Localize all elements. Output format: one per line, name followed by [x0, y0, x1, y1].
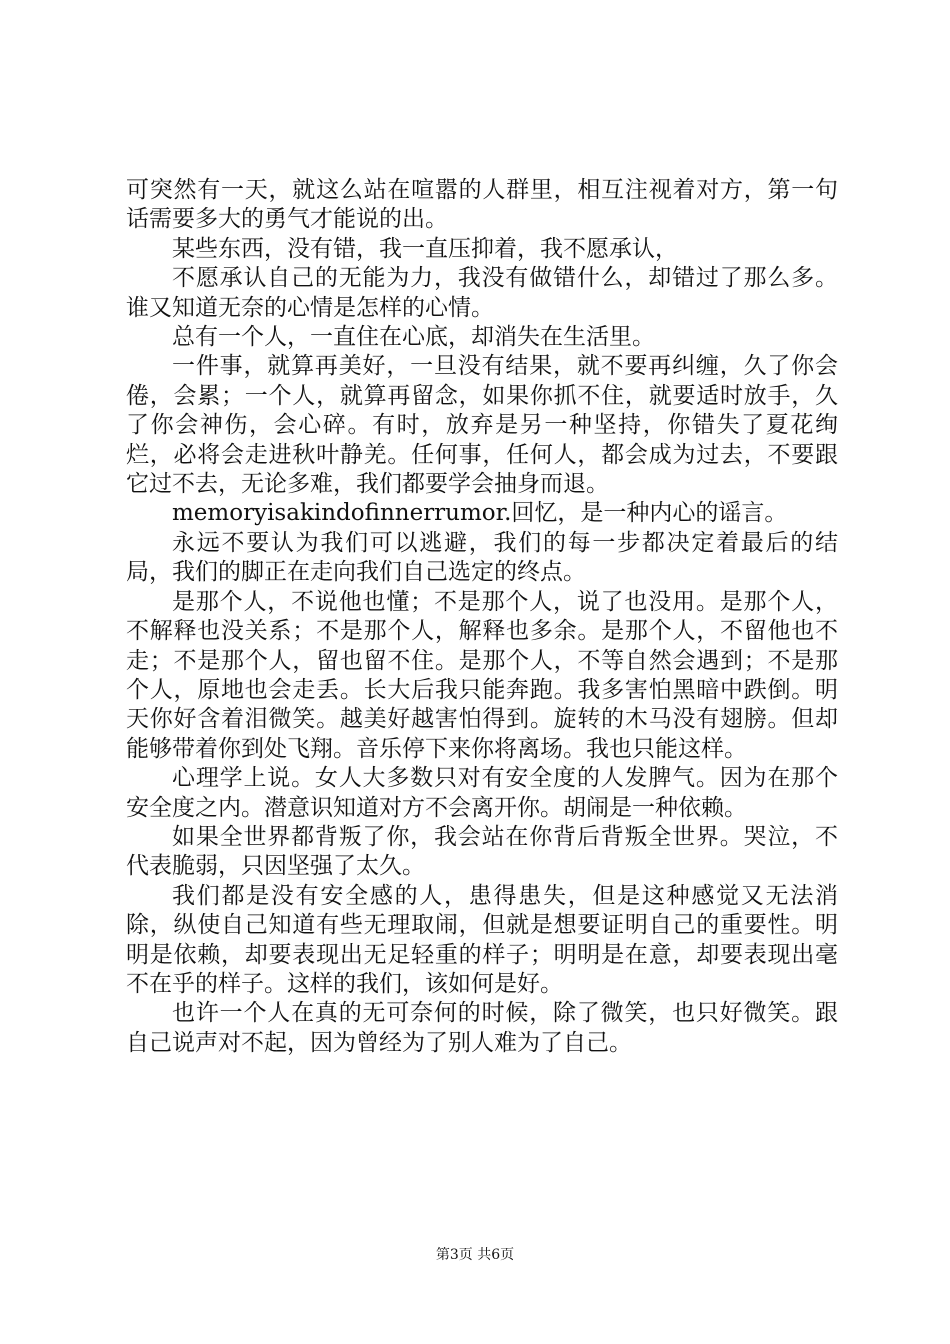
page-footer — [0, 1244, 950, 1264]
body-text — [126, 176, 838, 1058]
paragraph-9: 心理学上说。女人大多数只对有安全度的人发脾气。因为在那个安全度之内。潜意识知道对方不会离开你。胡闹是一种依赖。 — [126, 765, 838, 821]
page-number: 第3页 共6页 — [435, 1247, 515, 1263]
paragraph-3: 不愿承认自己的无能为力，我没有做错什么，却错过了那么多。谁又知道无奈的心情是怎样的心情。 — [126, 265, 838, 321]
paragraph-7: 永远不要认为我们可以逃避，我们的每一步都决定着最后的结局，我们的脚正在走向我们自己选定的终点。 — [126, 529, 838, 586]
paragraph-8: 是那个人，不说他也懂；不是那个人，说了也没用。是那个人，不解释也没关系；不是那个人，解释也多余。是那个人，不留他也不走；不是那个人，留也留不住。是那个人，不等自然会遇到；不是那个人，原地也会走丢。长大后我只能奔跑。我多害怕黑暗中跌倒。明天你好含着泪微笑。越美好越害怕得到。旋转的木马没有翅膀。但却能够带着你到处飞翔。音乐停下来你将离场。我也只能这样。 — [126, 588, 838, 762]
paragraph-12: 也许一个人在真的无可奈何的时候，除了微笑，也只好微笑。跟自己说声对不起，因为曾经为了别人难为了自己。 — [126, 1000, 838, 1056]
paragraph-1: 可突然有一天，就这么站在喧嚣的人群里，相互注视着对方，第一句话需要多大的勇气才能说的出。 — [126, 177, 838, 233]
paragraph-11: 我们都是没有安全感的人，患得患失，但是这种感觉又无法消除，纵使自己知道有些无理取闹，但就是想要证明自己的重要性。明明是依赖，却要表现出无足轻重的样子；明明是在意，却要表现出毫不在乎的样子。这样的我们，该如何是好。 — [126, 882, 838, 997]
paragraph-10: 如果全世界都背叛了你，我会站在你背后背叛全世界。哭泣，不代表脆弱，只因坚强了太久。 — [126, 823, 838, 880]
paragraph-4: 总有一个人，一直住在心底，却消失在生活里。 — [172, 324, 655, 351]
paragraph-6: memoryisakindofinnerrumor.回忆，是一种内心的谣言。 — [172, 500, 788, 527]
paragraph-2: 某些东西，没有错，我一直压抑着，我不愿承认， — [172, 235, 678, 262]
paragraph-5: 一件事，就算再美好，一旦没有结果，就不要再纠缠，久了你会倦，会累；一个人，就算再留念，如果你抓不住，就要适时放手，久了你会神伤，会心碎。有时，放弃是另一种坚持，你错失了夏花绚烂，必将会走进秋叶静羌。任何事，任何人，都会成为过去，不要跟它过不去，无论多难，我们都要学会抽身而退。 — [126, 353, 838, 498]
